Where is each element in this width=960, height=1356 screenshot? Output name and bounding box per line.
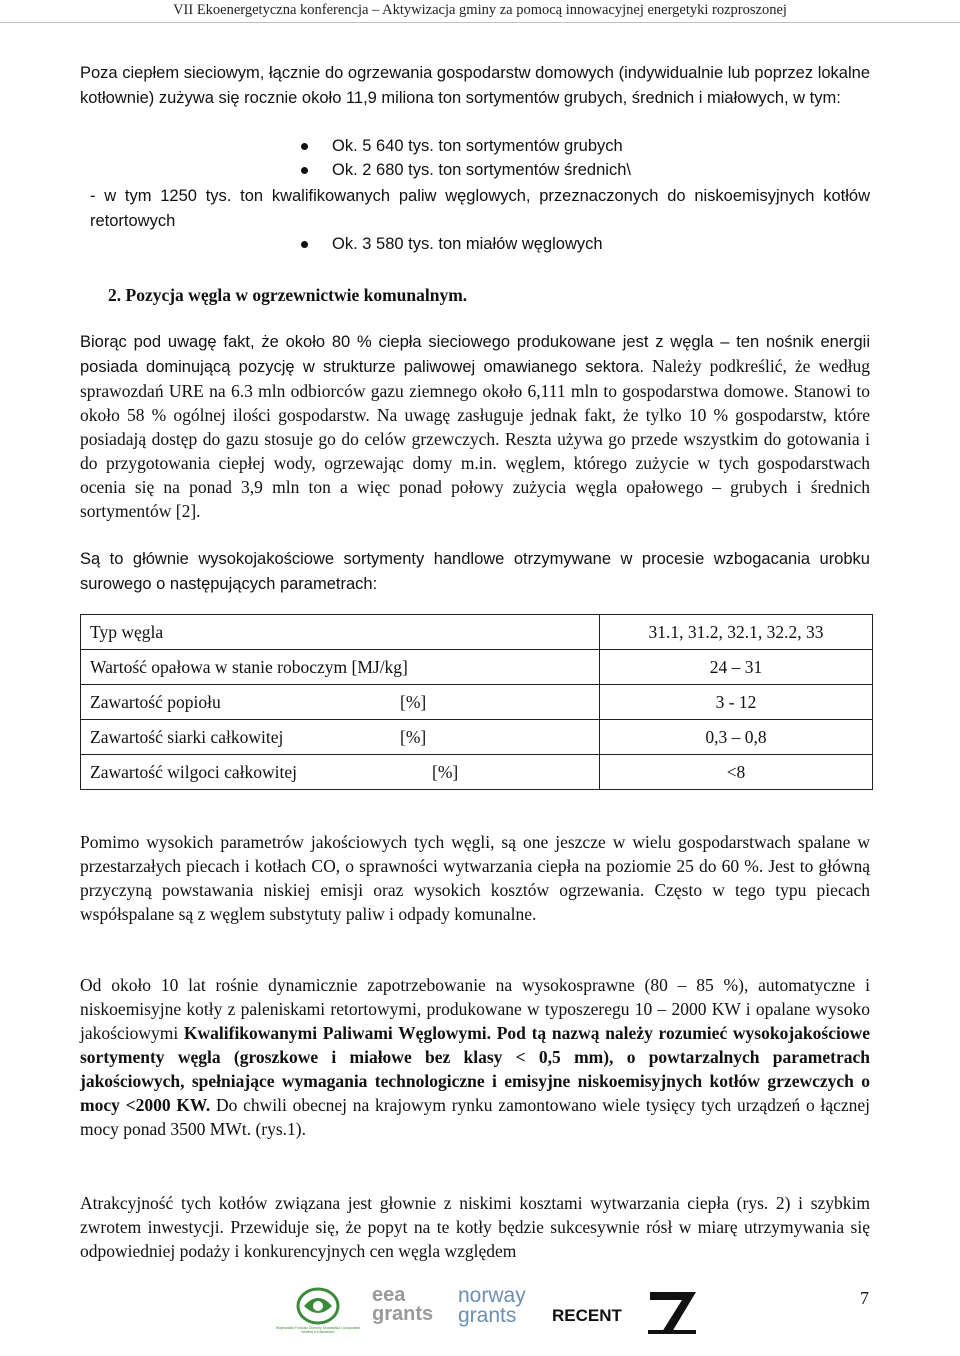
table-row [81, 755, 873, 790]
sub-note-text: - w tym 1250 tys. ton kwalifikowanych paliw węglowych, przeznaczonych do niskoemisyjnych kotłów retortowych [90, 187, 870, 230]
table-row [81, 685, 873, 720]
paragraph-sans-text: Biorąc pod uwagę fakt, że około 80 % ciepła sieciowego produkowane jest z węgla – ten nośnik energii posiada dominującą pozycję w strukturze paliwowej omawianego sektora. [80, 333, 870, 376]
page-number: 7 [860, 1288, 869, 1308]
table-cell-label: Wartość opałowa w stanie roboczym [MJ/kg] [81, 650, 600, 685]
eea-logo-line1: eea [372, 1284, 406, 1306]
bullet-item [332, 158, 631, 182]
norway-logo-line2: grants [458, 1304, 517, 1327]
running-header: VII Ekoenergetyczna konferencja – Aktywizacja gminy za pomocą innowacyjnej energetyki rozproszonej [0, 0, 960, 23]
recent-logo: RECENT [552, 1306, 622, 1325]
table-row [81, 650, 873, 685]
table-cell-label: Zawartość wilgoci całkowitej [%] [81, 755, 600, 790]
table-cell-value: 24 – 31 [600, 650, 873, 685]
coal-parameters-table [80, 614, 873, 790]
table-row [81, 720, 873, 755]
bullet-icon [301, 143, 308, 150]
table-cell-value: 31.1, 31.2, 32.1, 32.2, 33 [600, 615, 873, 650]
sub-note [90, 183, 870, 233]
norway-grants-logo [458, 1286, 548, 1336]
boilers-text-bold: Kwalifikowanymi Paliwami Węglowymi. Pod tą nazwą należy rozumieć wysokojakościowe sortymenty węgla (groszkowe i miałowe bez klasy < 0,5 mm), o powtarzalnych parametrach jakościowych, spełniające wymagania technologiczne i emisyjne niskoemisyjnych kotłów grzewczych o mocy <2000 KW. [80, 1023, 870, 1115]
bullet-item [332, 134, 623, 158]
paragraph-lead-text: Są to głównie wysokojakościowe sortymenty handlowe otrzymywane w procesie wzbogacania urobku surowego o następujących parametrach: [80, 550, 870, 593]
paragraph-position [80, 329, 870, 523]
boilers-text-c: Do chwili obecnej na krajowym rynku zamontowano wiele tysięcy tych urządzeń o łącznej mocy ponad 3500 MWt. (rys.1). [80, 1095, 870, 1139]
section-heading: 2. Pozycja węgla w ogrzewnictwie komunalnym. [108, 285, 468, 305]
table-cell-label: Zawartość popiołu [%] [81, 685, 600, 720]
norway-logo-line1: norway [458, 1284, 526, 1307]
paragraph-boilers [80, 973, 870, 1141]
table-cell-value: 0,3 – 0,8 [600, 720, 873, 755]
table-cell-value: 3 - 12 [600, 685, 873, 720]
intro-paragraph [80, 60, 870, 110]
table-cell-label: Zawartość siarki całkowitej [%] [81, 720, 600, 755]
bullet-text: Ok. 3 580 tys. ton miałów węglowych [332, 235, 603, 253]
bullet-item [332, 232, 603, 256]
intro-text: Poza ciepłem sieciowym, łącznie do ogrzewania gospodarstw domowych (indywidualnie lub poprzez lokalne kotłownie) zużywa się rocznie około 11,9 miliona ton sortymentów grubych, średnich i miałowych, w tym: [80, 64, 870, 107]
bullet-text: Ok. 5 640 tys. ton sortymentów grubych [332, 137, 623, 155]
paragraph-efficiency: Pomimo wysokich parametrów jakościowych tych węgli, są one jeszcze w wielu gospodarstwach spalane w przestarzałych piecach i kotłach CO, o sprawności wytwarzania ciepła na poziomie 25 do 60 %. Jest to główną przyczyną powstawania niskiej emisji oraz wysokich kosztów ogrzewania. Często w tego typu piecach współspalane są z węglem substytuty paliw i odpady komunalne. [80, 832, 870, 924]
paragraph-serif-text: Należy podkreślić, że według sprawozdań URE na 6.3 mln odbiorców gazu ziemnego około 6,111 mln to gospodarstwa domowe. Stanowi to około 58 % ogólnej ilości gospodarstw. Na uwagę zasługuje jednak fakt, że tylko 10 % gospodarstw, które posiadają dostęp do gazu stosuje go do celów grzewczych. Reszta używa go przede wszystkim do gotowania i do przygotowania ciepłej wody, ogrzewając domy m.in. węglem, którego zużycie w tych gospodarstwach ocenia się na ponad 3,9 mln ton a więc ponad połowy zużycia węgla opałowego – grubych i średnich sortymentów [2]. [80, 356, 870, 521]
bullet-icon [301, 241, 308, 248]
bullet-icon [301, 167, 308, 174]
seventh-framework-emblem-icon [636, 1286, 706, 1338]
fund-logo [270, 1286, 366, 1336]
table-cell-value: <8 [600, 755, 873, 790]
boilers-text-a: Od około 10 lat rośnie dynamicznie zapotrzebowanie na wysokosprawne (80 – 85 %), automatyczne i niskoemisyjne kotły z paleniskami retortowymi, produkowane w typoszeregu 10 – 2000 KW i opalane wysoko jakościowymi [80, 975, 870, 1043]
paragraph-lead [80, 546, 870, 596]
table-cell-label: Typ węgla [81, 615, 600, 650]
eea-logo-line2: grants [372, 1303, 434, 1325]
fund-caption: Wojewódzki Fundusz Ochrony Środowiska i Gospodarki Wodnej w Katowicach [275, 1326, 361, 1334]
seventh-framework-logo [636, 1286, 706, 1336]
eea-grants-logo [372, 1286, 442, 1336]
bullet-text: Ok. 2 680 tys. ton sortymentów średnich\ [332, 161, 631, 179]
paragraph-attractiveness: Atrakcyjność tych kotłów związana jest głownie z niskimi kosztami wytwarzania ciepła (rys. 2) i szybkim zwrotem inwestycji. Przewiduje się, że popyt na te kotły będzie sukcesywnie rósł w miarę utrzymywania się odpowiedniej podaży i konkurencyjnych cen węgla względem [80, 1193, 870, 1261]
table-row [81, 615, 873, 650]
